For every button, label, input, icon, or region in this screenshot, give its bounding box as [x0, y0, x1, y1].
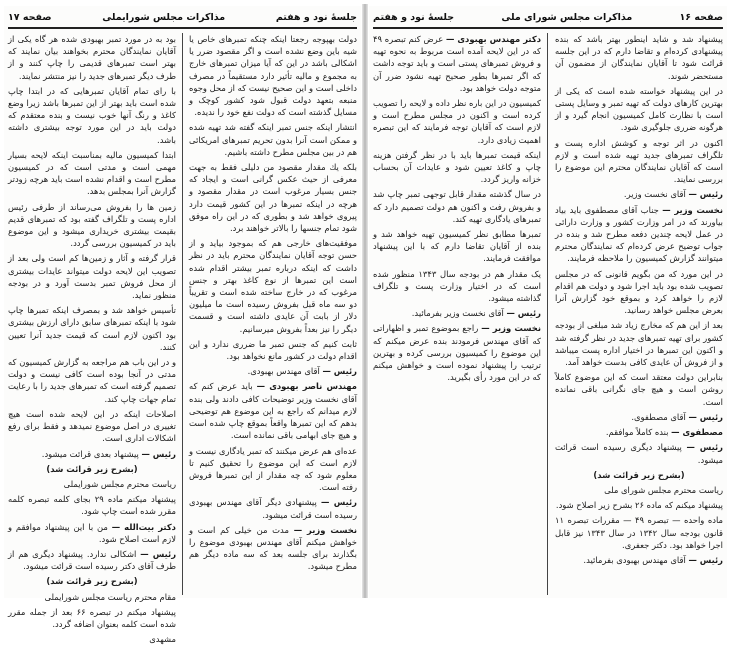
paragraph-text: اصلاحات اینکه در این لایحه شده است هیچ تغییری در اصل موضوع نمیدهد و فقط برای رفع اشکالات اداری است.	[8, 408, 176, 444]
body-paragraph	[555, 371, 723, 408]
body-paragraph	[373, 149, 541, 186]
paragraph-text: پیشنهاد میکنم در تبصره ۶۶ بعد از جمله مقرر شده است کلمه بعنوان اضافه گردد.	[8, 606, 176, 629]
paragraph-text: دولت بهپوجه رجعتا اینکه چنکه تمبرهای خاص یا شیه باین وضع نشده است و اگر مقصود ضرر یا اشکالی باشد در این که آیا میزان تمبرهای خارج به مجموع و مالیه تأثیر دارد مستقیماً در مصرف داخلی است و این صحیح نیست که از محل وجوه منبعه بتعهد دولت قبول شود کشور کوچک و مسایل گذشته است که دولت نفع خود را ندیده.	[189, 34, 357, 118]
speech-text: پیشنهادی دیگر آقای مهندس بهبودی رسیده است قرائت میشود.	[189, 497, 357, 520]
body-paragraph	[189, 161, 357, 234]
speech-text: مدت من خیلی کم است و خواهش میکنم آقای مهندس بهبودی موضوع را بگذارند برای جلسه بعد که سه ماده دیگر هم مطرح میشود.	[189, 524, 357, 572]
paragraph-text: پیشنهاد میکنم که ماده ۲۶ بشرح زیر اصلاح شود.	[555, 500, 723, 511]
body-paragraph	[189, 33, 357, 118]
speaker-paragraph	[373, 307, 541, 319]
speaker-paragraph	[189, 496, 357, 520]
speaker-paragraph	[555, 441, 723, 465]
body-paragraph	[373, 268, 541, 305]
body-paragraph	[8, 304, 176, 353]
speaker-name: رئیس —	[320, 497, 357, 508]
body-paragraph	[373, 228, 541, 265]
paragraph-text: اینکه قیمت تمبرها باید با در نظر گرفتن هزینه چاپ و کاغذ تعیین شود و عایدات آن بحساب خزانه واریز گردد.	[373, 149, 541, 185]
speaker-name: نخست وزیر —	[662, 204, 723, 215]
body-paragraph	[8, 149, 176, 198]
left-page	[4, 6, 361, 645]
speech-text: راجع بموضوع تمبر و اظهاراتی که آقای مهندس فرمودند بنده عرض میکنم که این موضوع را کمیسیون بررسی کرده و بهترین ترتیب را پیشنهاد نموده است و خواهش میکنم که در این مورد رأی بگیرید.	[373, 323, 541, 383]
speaker-name: نخست وزیر —	[481, 323, 541, 334]
speaker-name: رئیس —	[688, 554, 723, 565]
paragraph-text: قرار گرفته و آثار و زمین‌ها کم است ولی بعد از تصویب این لایحه دولت میتواند عایدات بیشتری از محل فروش تمبر بدست آورد و در بودجه منظور نماید.	[8, 253, 176, 301]
speech-text: باید عرض کنم که آقای نخست وزیر توضیحات کافی دادند ولی بنده لازم میدانم که راجع به این موضوع هم توضیحی بدهم که این تمبرها واقعاً بموقع چاپ شده است و هیچ جای ابهامی باقی نمانده است.	[189, 381, 357, 441]
body-paragraph	[555, 85, 723, 134]
paragraph-text: در این پیشنهاد خواسته شده است که یکی از بهترین کارهای دولت که تهیه تمبر و وسایل پستی است با نظارت کامل کمیسیون انجام گیرد و از هرگونه ضرری جلوگیری شود.	[555, 85, 723, 133]
paragraph-text: مشهدی	[149, 634, 176, 645]
speaker-name: دکتر مهندس بهبودی —	[445, 34, 541, 44]
paragraph-text: ریاست محترم مجلس شورای ملی	[604, 484, 723, 495]
left-page-column-separator	[182, 33, 183, 595]
speaker-name: مصطفوی —	[671, 427, 723, 438]
body-paragraph	[8, 493, 176, 517]
right-page-header	[373, 8, 723, 26]
body-paragraph	[555, 268, 723, 317]
speech-text: پیشنهاد بعدی قرائت میشود.	[41, 448, 139, 459]
paragraph-text: بلکه یك مقدار مقصود من دلیلی فقط به جهت معرفی از حیث عکس گرانی است و ایجاد که جنس بسیار مرغوب است در مقدار مقصود و هرچه در اینکه تمبرها در این کشور قیمت دارد پیروی خواهد شد و بطوری که در این راه موفق شود تمام جنسها را بالاتر خواهند برد.	[189, 162, 357, 234]
right-page	[369, 6, 727, 598]
right-page-right-column	[555, 33, 723, 595]
reading-note	[8, 575, 176, 587]
paragraph-text: انتشار اینکه جنس تمبر اینکه گفته شد تهیه شده و ممکن است آنرا بدون تحریم تمبرهای امریکائی هم در بین مجلس مطرح داشته باشیم.	[189, 122, 357, 157]
body-paragraph	[8, 201, 176, 250]
left-page-session: جلسهٔ نود و هفتم	[275, 11, 357, 23]
paragraph-text: ابتدا کمیسیون مالیه بمناسبت اینکه لایحه بسیار مهمی است و مدتی است که در کمیسیون مطرح است و اقدام نشده است باید هرچه زودتر گزارش آنرا بمجلس بدهد.	[8, 149, 176, 197]
speaker-paragraph	[8, 521, 176, 545]
speech-text: آقای مصطفوی.	[631, 411, 686, 422]
paragraph-text: بعد از این هم که مخارج زیاد شد مبلغی از بودجه کشور برای تهیه تمبرهای جدید در نظر گرفته شد و اکنون این تمبرها در اختیار اداره پست میباشد و از فروش آن عایدی کافی بدست خواهد آمد.	[555, 320, 723, 368]
speech-text: اشکالی ندارد. پیشنهاد دیگری هم از طرف آقای دکتر رسیده است قرائت میشود.	[8, 548, 176, 572]
speaker-name: رئیس —	[322, 366, 357, 377]
body-paragraph	[555, 137, 723, 186]
body-paragraph	[555, 484, 723, 496]
paragraph-text: تمبرها مطابق نظر کمیسیون تهیه خواهد شد و بنده از آقایان تقاضا دارم که با این پیشنهاد موافقت فرمایند.	[373, 229, 541, 264]
speaker-paragraph	[373, 33, 541, 94]
speaker-name: رئیس —	[686, 442, 723, 453]
speaker-paragraph	[189, 365, 357, 377]
left-page-header	[8, 8, 357, 26]
speaker-paragraph	[373, 322, 541, 383]
speaker-name: رئیس —	[688, 411, 723, 422]
left-page-running-title: مذاکرات مجلس شورایملی	[102, 11, 226, 23]
speaker-name: رئیس —	[140, 548, 177, 559]
book-gutter	[362, 4, 368, 598]
speaker-name: رئیس —	[688, 189, 723, 200]
body-paragraph	[8, 408, 176, 445]
body-paragraph	[189, 338, 357, 362]
body-paragraph	[373, 97, 541, 146]
body-paragraph	[8, 33, 176, 82]
paragraph-text: اکنون در اثر توجه و کوشش اداره پست و تلگراف تمبرهای جدید تهیه شده است و لازم است که آقایان نمایندگان محترم این موضوع را بررسی نمایند.	[555, 137, 723, 185]
paragraph-text: پیشنهاد شد و شاید اینطور بهتر باشد که بنده پیشنهادی کرده‌ام و تقاضا دارم که در این جلسه قرائت شود تا آقایان نمایندگان از مضمون آن مستحضر شوند.	[555, 34, 723, 81]
body-paragraph	[8, 606, 176, 630]
paragraph-text: تأسیس خواهد شد و بمصرف اینکه تمبرها چاپ شود با اینکه تمبرهای سابق دارای ارزش بیشتری بود اکنون لازم است که قیمت جدید آنرا تعیین کنند.	[8, 305, 176, 352]
left-page-left-column	[8, 33, 177, 645]
paragraph-text: ریاست محترم مجلس شورایملی	[63, 478, 176, 489]
reading-note-text: (بشرح زیر قرائت شد)	[46, 463, 138, 474]
paragraph-text: در این مورد که من بگویم قانونی که در مجلس تصویب شده بود باید اجرا شود و دولت هم اقدام لازم را خواهد کرد و بموقع خود گزارش آنرا بعرض مجلس خواهد رسانید.	[555, 268, 723, 316]
speaker-name: رئیس —	[506, 308, 541, 319]
body-paragraph	[8, 478, 176, 490]
paragraph-text: ماده واحده — تبصره ۴۹ — مقررات تبصره ۱۱ قانون بودجه سال ۱۳۴۲ در سال ۱۳۴۳ نیز قابل اجرا خواهد بود. دکتر جعفری.	[555, 515, 723, 550]
speech-text: آقای نخست وزیر بفرمائید.	[411, 308, 504, 319]
right-page-session: جلسهٔ نود و هفتم	[373, 11, 455, 23]
paragraph-text: موفقیت‌های خارجی هم که بموجود بیاید و از حسن توجه آقایان نمایندگان محترم باید در نظر داشت که اینکه درباره تمبر بیشتر اقدام شده است این تمبرها از نوع کاغذ بهتر و جنس مرغوب که در خارج ساخته شده است و تقریباً دو سه ماه قبل بفروش رسیده است ما میلیون دلار از بابت آن عایدی داشته است و قسمت دیگر را نیز بعداً بفروش میرسانیم.	[189, 238, 357, 334]
paragraph-text: پیشنهاد میکنم ماده ۲۹ بجای کلمه تبصره کلمه مقرر شده است چاپ شود.	[8, 494, 176, 517]
right-page-running-title: مذاکرات مجلس شورای ملی	[501, 11, 633, 23]
speaker-name: رئیس —	[141, 448, 176, 459]
speaker-paragraph	[555, 411, 723, 423]
body-paragraph	[555, 33, 723, 82]
speech-text: پیشنهاد دیگری رسیده است قرائت میشود.	[555, 442, 723, 465]
paragraph-text: مقام محترم ریاست مجلس شورایملی	[44, 591, 176, 602]
body-paragraph	[8, 356, 176, 405]
right-page-number: صفحه ۱۶	[679, 11, 723, 23]
body-paragraph	[8, 85, 176, 146]
speech-text: بنده کاملاً موافقم.	[605, 427, 669, 438]
body-paragraph	[8, 591, 176, 603]
paragraph-text: در سال گذشته مقدار قابل توجهی تمبر چاپ شد و بفروش رفت و اکنون هم دولت تصمیم دارد که تمبرهای یادگاری تهیه کند.	[373, 189, 541, 224]
body-paragraph	[373, 188, 541, 225]
right-page-header-rule	[373, 27, 723, 29]
paragraph-text: عده‌ای هم عرض میکنند که تمبر یادگاری نیست و لازم است که این موضوع را تحقیق کنیم تا معلوم شود که چه مقدار از این تمبرها فروش رفته است.	[189, 445, 357, 493]
speaker-paragraph	[8, 548, 176, 572]
paragraph-text: بنابراین دولت معتقد است که این موضوع کاملاً روشن است و هیچ جای نگرانی باقی نمانده است.	[555, 372, 723, 407]
speaker-name: مهندس ناصر بهبودی —	[256, 381, 357, 392]
speech-text: عرض کنم تبصره ۴۹ که در این لایحه آمده است مربوط به نحوه تهیه و فروش تمبرهای پستی است و باید توجه داشت که اگر تمبرها بطور صحیح تهیه نشود ضرر آن متوجه دولت خواهد بود.	[373, 34, 541, 93]
left-page-number: صفحه ۱۷	[8, 11, 52, 23]
speaker-paragraph	[189, 524, 357, 573]
speaker-paragraph	[555, 204, 723, 265]
paragraph-text: کمیسیون در این باره نظر داده و لایحه را تصویب کرده است و اکنون در مجلس مطرح است و لازم است که آقایان توجه فرمایند که این تبصره اهمیت زیادی دارد.	[373, 98, 541, 145]
paragraph-text: یک مقدار هم در بودجه سال ۱۳۴۳ منظور شده است که در اختیار وزارت پست و تلگراف گذاشته میشود.	[373, 268, 541, 304]
speaker-paragraph	[555, 188, 723, 200]
speech-text: آقای مهندس بهبودی.	[247, 366, 320, 377]
speaker-name: نخست وزیر —	[293, 524, 357, 535]
speech-text: آقای نخست وزیر.	[623, 189, 686, 200]
reading-note-text: (بشرح زیر قرائت شد)	[593, 469, 685, 480]
paragraph-text: و در این باب هم مراجعه به گزارش کمیسیون که مدتی در آنجا بوده است کافی نیست و دولت تصمیم گرفته است که تمبرهای جدید را با رعایت تمام جهات چاپ کند.	[8, 357, 176, 404]
speaker-paragraph	[555, 554, 723, 566]
speaker-paragraph	[555, 426, 723, 438]
left-page-header-rule	[8, 27, 357, 29]
right-page-left-column	[373, 33, 541, 595]
paragraph-text: ثابت کنیم که جنس تمبر ما ضرری ندارد و این اقدام دولت در کشور مانع نخواهد بود.	[189, 338, 357, 362]
body-paragraph	[555, 319, 723, 368]
right-page-column-separator	[547, 33, 548, 595]
speaker-paragraph	[189, 380, 357, 441]
paragraph-text: زمین ها را بفروش می‌رساند از طرفی رئیس اداره پست و تلگراف گفته بود که تمبرهای قدیم بقیمت بیشتری خریداری میشود و این موضوع باید در کمیسیون بررسی گردد.	[8, 201, 176, 249]
body-paragraph	[189, 121, 357, 158]
body-paragraph	[8, 252, 176, 301]
body-paragraph	[555, 499, 723, 511]
speaker-paragraph	[8, 448, 176, 460]
reading-note	[8, 463, 176, 475]
speech-text: جناب آقای مصطفوی باید بیاد بیاورند که در امر وزارت کشور و وزارت دارائی در عمل لایحه چندین دفعه مطرح شد و بنده در جواب توضیح عرض کرده‌ام که نمایندگان محترم میتوانند گزارش کمیسیون را ملاحظه فرمایند.	[555, 204, 723, 264]
left-page-right-column	[189, 33, 357, 595]
body-paragraph	[555, 514, 723, 551]
paragraph-text: با رای تمام آقایان تمبرهایی که در ابتدا چاپ شده است باید بهتر از این تمبرها باشد زیرا وضع کاغذ و رنگ آنها خوب نیست و بنده معتقدم که دولت باید در این مورد توجه بیشتری داشته باشد.	[8, 85, 176, 145]
body-paragraph	[8, 633, 176, 645]
speaker-name: دکتر بیت‌الله —	[111, 521, 176, 532]
reading-note-text: (بشرح زیر قرائت شد)	[46, 576, 138, 587]
reading-note	[555, 469, 723, 481]
body-paragraph	[189, 237, 357, 335]
paragraph-text: بود به در مورد تمبر بهبودی شده هر گاه یکی از آقایان نمایندگان محترم بخواهند بیان نمایند که بهتر است تمبرهای قدیمی را چاپ کنند و از طرف دیگر تمبرهای جدید را نیز منتشر نمایند.	[8, 34, 176, 81]
speech-text: من با این پیشنهاد موافقم و لازم است اصلاح شود.	[8, 521, 176, 544]
body-paragraph	[189, 445, 357, 494]
speech-text: آقای مهندس بهبودی بفرمائید.	[583, 554, 686, 565]
